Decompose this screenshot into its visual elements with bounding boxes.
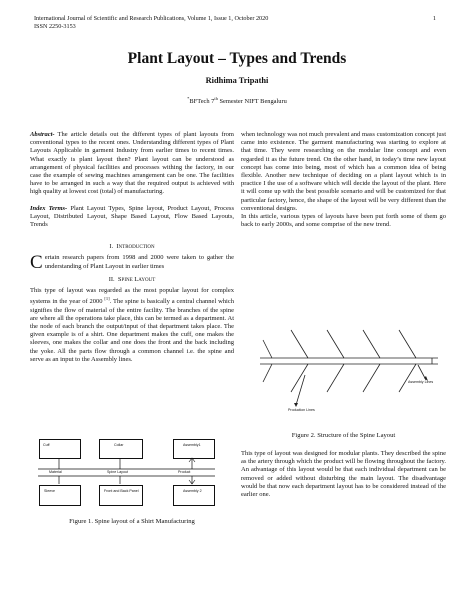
- cuff-box: Cuff: [39, 439, 81, 459]
- paper-title: Plant Layout – Types and Trends: [127, 50, 347, 67]
- right-para-3: This type of layout was designed for modular plants. They described the spine as the artery through which the product will be flowing throughout the factory. An advantage of this layout would be that each individual department can be removed or added without disturbing the main layout. The disadvantage would be that now each department layout has to be considered instead of the earlier one.: [241, 450, 446, 499]
- assembly-lines-label: Assembly Lines: [408, 380, 434, 384]
- affiliation-suffix: Semester NIFT Bengaluru: [217, 98, 287, 106]
- assembly2-box: Assembly 2: [173, 485, 215, 506]
- spine-label: Spine Layout: [107, 470, 128, 474]
- production-lines-label: Production Lines: [288, 408, 315, 412]
- journal-name: International Journal of Scientific and Research Publications, Volume 1, Issue 1, October 2020: [34, 15, 269, 22]
- material-label: Material: [49, 470, 62, 474]
- page-number: 1: [432, 15, 436, 22]
- section-2-heading: II. Spine Layout: [108, 275, 156, 283]
- affiliation-marker: *: [187, 96, 190, 101]
- abstract-label: Abstract-: [30, 131, 55, 138]
- running-header: [34, 15, 268, 31]
- issn: ISSN 2250-3153: [34, 23, 76, 30]
- author-name: Ridhima Tripathi: [205, 76, 269, 85]
- drop-cap: C: [30, 252, 43, 274]
- assembly1-box: Assembly1: [173, 439, 215, 459]
- affiliation-prefix: BFTech 7: [189, 98, 215, 106]
- figure-1-diagram: [37, 437, 218, 509]
- front-back-panel-box: Front and Back Panel: [99, 485, 143, 506]
- figure-2-lines: [248, 325, 443, 425]
- section-1-heading: I. Introduction: [109, 243, 155, 251]
- right-column: [241, 131, 446, 229]
- index-terms-label: Index Terms-: [30, 204, 68, 212]
- index-terms: [30, 205, 234, 230]
- right-para-2: In this article, various types of layouts have been put forth some of them go back to early 2000s, and some comprise of the new trend.: [241, 213, 446, 229]
- product-label: Product: [178, 470, 191, 474]
- sleeve-box: Sleeve: [39, 485, 81, 506]
- affiliation-sup: th: [214, 96, 218, 101]
- citation: [1]: [104, 296, 110, 302]
- abstract-text: The article details out the different types of plant layouts from conventional types to the recent ones. Understanding different types of Plant Layouts Applicable in garment Industry from earlier times to recent times. What exactly is plant layout then? Plant layout can be understood as arrangement of physical facilities and processes withing the factory, in our case the example of sewing machines arrangement can be one. The facilities have to be arranged in such a way that the required output is achieved with high quality at lowest cost (total) of manufacturing.: [30, 131, 234, 196]
- affiliation: [0, 96, 474, 105]
- section-1-text: Certain research papers from 1998 and 2000 were taken to gather the understanding of Plant Layout in earlier times: [30, 252, 234, 274]
- figure-2-caption: Figure 2. Structure of the Spine Layout: [291, 432, 396, 439]
- section-2-text: This type of layout was regarded as the most popular layout for complex systems in the year of 2000 [1]. The spine is basically a central channel which signifies the flow of material of the entire facility. The branches of the spine are where all the operations take place, this can be termed as a department. At the node of each branch the output/input of that department takes place. The given example is of a shirt. One department makes the cuff, one makes the sleeves, one makes the collar and one does the front and the back including the yoke. All the parts flow through a common channel i.e. the spine and serve as an input to the Assembly lines.: [30, 287, 235, 363]
- collar-box: Collar: [99, 439, 143, 459]
- left-column: [30, 131, 234, 364]
- figure-2-diagram: [248, 325, 443, 425]
- index-terms-text: Plant Layout Types, Spine layout, Product Layout, Process Layout, Distributed Layout, Shape Based Layout, Flow Based Layouts, Trends: [30, 204, 234, 229]
- abstract: [30, 131, 234, 197]
- right-para-1: when technology was not much prevalent and mass customization concept just came into existence. The garment manufacturing was starting to explore at that time. They were researching on the modular line concept and even regarded it as the future trend. On the other hand, in today’s time new layout concept has come into being, most of which has a common idea of being flexible. Another new technique of deciding on a plant layout which is in practice I the use of a software which will decide the layout of the plant. Here it will come up with the best possible scenario and will be customized for that particular factory, hence, the shape of the layout will be very different than the conventional designs.: [241, 131, 446, 212]
- right-column-lower: [241, 450, 446, 499]
- figure-1-caption: Figure 1. Spine layout of a Shirt Manufacturing: [69, 518, 195, 525]
